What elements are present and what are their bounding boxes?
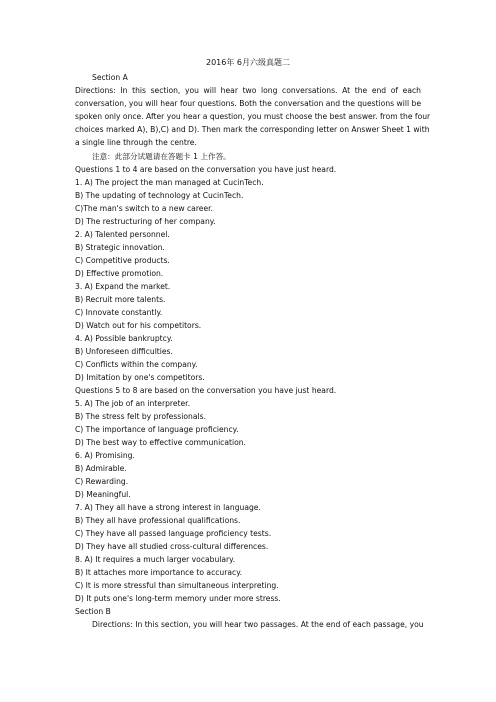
answer-option: C) Rewarding.	[75, 477, 129, 486]
question-group-heading: Questions 1 to 4 are based on the conversation you have just heard.	[75, 165, 337, 174]
answer-option: D) The best way to effective communication.	[75, 438, 246, 447]
answer-option: B) Admirable.	[75, 464, 127, 473]
answer-option: 2. A) Talented personnel.	[75, 230, 170, 239]
page-title: 2016年 6月六级真题二	[206, 58, 290, 67]
answer-option: C) Conflicts within the company.	[75, 360, 198, 369]
section-b-directions: Directions: In this section, you will hear two passages. At the end of each passage, you	[92, 620, 424, 629]
answer-option: B) Strategic innovation.	[75, 243, 165, 252]
answer-option: C) They have all passed language proficiency tests.	[75, 529, 272, 538]
answer-option: 4. A) Possible bankruptcy.	[75, 334, 173, 343]
section-a-heading: Section A	[92, 73, 128, 82]
answer-option: 7. A) They all have a strong interest in language.	[75, 503, 261, 512]
question-group-heading: Questions 5 to 8 are based on the conversation you have just heard.	[75, 386, 337, 395]
answer-option: D) Effective promotion.	[75, 269, 164, 278]
directions-line: Directions: In this section, you will hear two long conversations. At the end of each	[75, 86, 421, 95]
directions-line: a single line through the centre.	[75, 138, 197, 147]
answer-sheet-note: 注意：此部分试题请在答题卡 1 上作答。	[92, 152, 231, 161]
answer-option: C)The man's switch to a new career.	[75, 204, 213, 213]
answer-option: B) It attaches more importance to accuracy.	[75, 568, 243, 577]
answer-option: D) Meaningful.	[75, 490, 131, 499]
answer-option: D) The restructuring of her company.	[75, 217, 216, 226]
answer-option: C) The importance of language proficiency.	[75, 425, 239, 434]
answer-option: 3. A) Expand the market.	[75, 282, 171, 291]
answer-option: 6. A) Promising.	[75, 451, 135, 460]
directions-line: conversation, you will hear four questions. Both the conversation and the questions will be	[75, 99, 421, 108]
answer-option: D) They have all studied cross-cultural differences.	[75, 542, 269, 551]
answer-option: B) Recruit more talents.	[75, 295, 166, 304]
answer-option: B) They all have professional qualifications.	[75, 516, 241, 525]
answer-option: 1. A) The project the man managed at CucinTech.	[75, 178, 264, 187]
answer-option: D) Watch out for his competitors.	[75, 321, 202, 330]
answer-option: C) It is more stressful than simultaneous interpreting.	[75, 581, 279, 590]
answer-option: 8. A) It requires a much larger vocabulary.	[75, 555, 235, 564]
answer-option: 5. A) The job of an interpreter.	[75, 399, 190, 408]
answer-option: C) Innovate constantly.	[75, 308, 163, 317]
answer-option: D) It puts one's long-term memory under more stress.	[75, 594, 281, 603]
answer-option: D) Imitation by one's competitors.	[75, 373, 205, 382]
answer-option: B) The updating of technology at CucinTech.	[75, 191, 244, 200]
section-b-heading: Section B	[75, 607, 111, 616]
directions-line: choices marked A), B),C) and D). Then mark the corresponding letter on Answer Sheet 1 with	[75, 125, 430, 134]
answer-option: C) Competitive products.	[75, 256, 170, 265]
answer-option: B) Unforeseen difficulties.	[75, 347, 173, 356]
answer-option: B) The stress felt by professionals.	[75, 412, 206, 421]
directions-line: spoken only once. After you hear a question, you must choose the best answer. from the four	[75, 112, 431, 121]
